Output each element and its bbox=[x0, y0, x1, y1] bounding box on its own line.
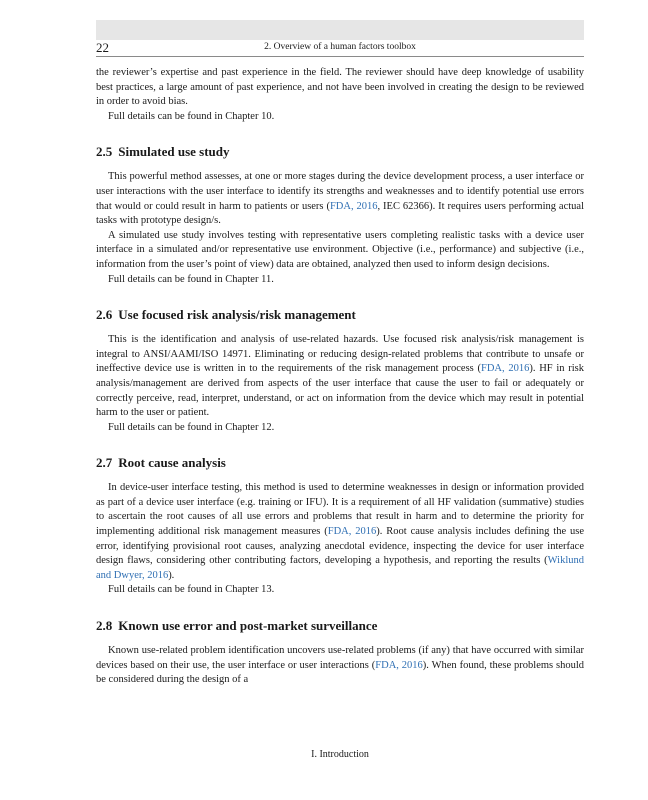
section-title: Simulated use study bbox=[118, 144, 230, 160]
text-run: This is the identification and analysis of use-related hazards. Use focused risk analysis/risk management is integral to ANSI/AAMI/ISO 14971. Eliminating or reducing design-related problems that contribute to unsafe or ineffective device use is written in to the requirements of the risk management process ( bbox=[96, 334, 584, 375]
text-run: ). HF in risk analysis/management are derived from aspects of the user interface that cause the user to fail or adequately or correctly perceive, read, interpret, understand, or act on information from the device which may result in potential harm to the user or patient. bbox=[96, 363, 584, 419]
intro-paragraph: the reviewer’s expertise and past experience in the field. The reviewer should have deep knowledge of usability best practices, a large amount of past experience, and not have been involved in creating the design to be reviewed in order to avoid bias. bbox=[96, 67, 584, 108]
section-2-7-paragraph-1 bbox=[96, 481, 584, 583]
citation-link[interactable]: FDA, 2016 bbox=[480, 363, 530, 375]
citation-link[interactable]: FDA, 2016 bbox=[329, 200, 378, 212]
section-2-7-chapter-ref: Full details can be found in Chapter 13. bbox=[108, 584, 275, 596]
section-2-8-paragraph-1 bbox=[96, 644, 584, 688]
citation-link[interactable]: Wiklund and Dwyer, 2016 bbox=[96, 555, 584, 581]
section-number: 2.8 bbox=[96, 618, 113, 634]
citation-link[interactable]: FDA, 2016 bbox=[375, 659, 423, 671]
section-title: Use focused risk analysis/risk management bbox=[118, 307, 356, 323]
section-title: Known use error and post-market surveillance bbox=[118, 618, 378, 634]
text-run: This powerful method assesses, at one or more stages during the device development process, a user interface or user interactions with the user interface to identify its strengths and weaknesses and to identify potential use errors that would or could result in harm to patients or users ( bbox=[96, 171, 584, 212]
text-run: ). When found, these problems should be considered during the design of a bbox=[96, 659, 585, 686]
section-heading-2-5 bbox=[96, 144, 584, 160]
section-heading-2-6 bbox=[96, 307, 584, 323]
header-divider bbox=[96, 56, 584, 57]
section-2-6-paragraph-1 bbox=[96, 333, 584, 421]
section-heading-2-8 bbox=[96, 618, 584, 634]
section-number: 2.7 bbox=[96, 455, 113, 471]
section-2-5-paragraph-1 bbox=[96, 170, 584, 228]
header-bar bbox=[96, 20, 584, 40]
text-run: , IEC 62366). It requires users performing actual tasks with prototype design/s. bbox=[96, 200, 584, 227]
section-2-5-chapter-ref: Full details can be found in Chapter 11. bbox=[108, 273, 274, 285]
text-run: ). bbox=[168, 569, 175, 581]
text-run: ). Root cause analysis includes defining the use error, identifying provisional root causes, analyzing anecdotal evidence, inspecting the device for user interface design flaws, considering other contributing factors, developing a hypothesis, and reporting the results ( bbox=[96, 526, 584, 567]
page-number: 22 bbox=[96, 40, 109, 55]
page-footer: I. Introduction bbox=[311, 749, 369, 760]
section-title: Root cause analysis bbox=[118, 455, 226, 471]
section-number: 2.6 bbox=[96, 307, 113, 323]
section-number: 2.5 bbox=[96, 144, 113, 160]
citation-link[interactable]: FDA, 2016 bbox=[327, 526, 377, 538]
section-heading-2-7 bbox=[96, 455, 584, 471]
section-2-6-chapter-ref: Full details can be found in Chapter 12. bbox=[108, 421, 275, 433]
running-title: 2. Overview of a human factors toolbox bbox=[264, 42, 416, 52]
text-run: In device-user interface testing, this method is used to determine weaknesses in design or information provided as part of a device user interface (e.g. training or IFU). It is a requirement of all HF validation (summative) studies to ascertain the root causes of all use errors and problems that result in harm and to determine the priority for implementing additional risk management measures ( bbox=[96, 482, 584, 538]
page-body bbox=[96, 66, 584, 688]
text-run: Known use-related problem identification uncovers use-related problems (if any) that have occurred with similar devices based on their use, the user interface or user interactions ( bbox=[96, 645, 584, 671]
intro-chapter-ref: Full details can be found in Chapter 10. bbox=[108, 110, 275, 122]
section-2-5-paragraph-2: A simulated use study involves testing with representative users completing realistic tasks with a device user interface in a simulated and/or representative use environment. Objective (i.e., performance) and subjective (i.e., information from the user’s point of view) data are obtained, analyzed then used to inform design decisions. bbox=[96, 229, 584, 270]
